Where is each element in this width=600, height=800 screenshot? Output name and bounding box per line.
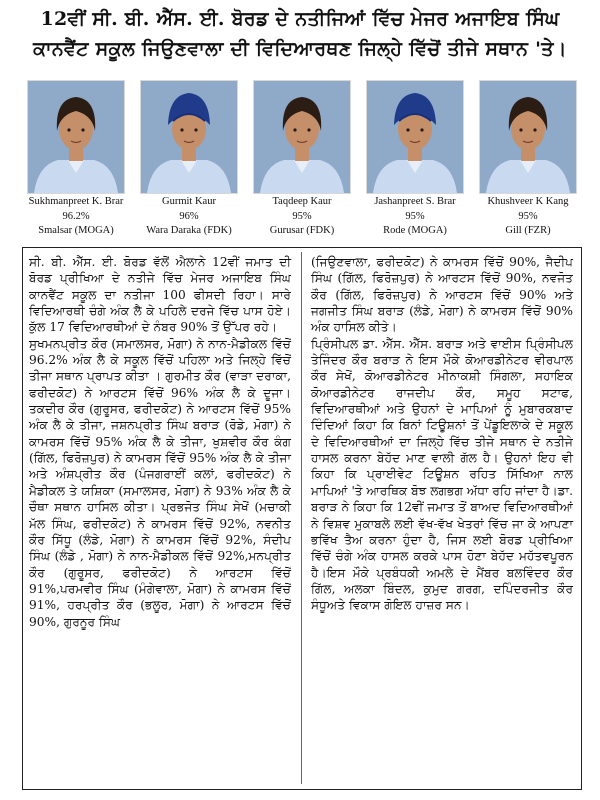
article-paragraph: ਪ੍ਰਿੰਸੀਪਲ ਡਾ. ਐੱਸ. ਐੱਸ. ਬਰਾੜ ਅਤੇ ਵਾਈਸ ਪ੍ਰਿੰਸੀਪਲ ਤੇਜਿੰਦਰ ਕੌਰ ਬਰਾੜ ਨੇ ਇਸ ਮੌਕੇ ਕੋਆਰਡੀਨੇਟਰ ਵੀਰਪਾਲ ਕੌਰ ਸੇਖੋਂ, ਕੋਆਰਡੀਨੇਟਰ ਮੀਨਾਕਸ਼ੀ ਸਿੰਗਲਾ, ਸਹਾਇਕ ਕੋਆਰਡੀਨੇਟਰ ਰਾਜਦੀਪ ਕੌਰ, ਸਮੂਹ ਸਟਾਫ, ਵਿਦਿਆਰਥੀਆਂ ਅਤੇ ਉਹਨਾਂ ਦੇ ਮਾਪਿਆਂ ਨੂੰ ਮੁਬਾਰਕਬਾਦ ਦਿੰਦਿਆਂ ਕਿਹਾ ਕਿ ਬਿਨਾਂ ਟਿਊਸ਼ਨਾਂ ਤੋਂ ਪੇਂਡੂਇਲਾਕੇ ਦੇ ਸਕੂਲ ਦੇ ਵਿਦਿਆਰਥੀਆਂ ਦਾ ਜਿਲ੍ਹੇ ਵਿੱਚ ਤੀਜੇ ਸਥਾਨ ਦੇ ਨਤੀਜੇ ਹਾਸਲ ਕਰਨਾ ਬੇਹੱਦ ਮਾਣ ਵਾਲੀ ਗੱਲ ਹੈ। ਉਹਨਾਂ ਇਹ ਵੀ ਕਿਹਾ ਕਿ ਪ੍ਰਾਈਵੇਟ ਟਿਊਸ਼ਨ ਰਹਿਤ ਸਿੱਖਿਆ ਨਾਲ ਮਾਪਿਆਂ 'ਤੇ ਆਰਥਿਕ ਬੋਝ ਲਗਭਗ ਅੱਧਾ ਰਹਿ ਜਾਂਦਾ ਹੈ।ਡਾ. ਬਰਾੜ ਨੇ ਕਿਹਾ ਕਿ 12ਵੀਂ ਜਮਾਤ ਤੋਂ ਬਾਅਦ ਵਿਦਿਆਰਥੀਆਂ ਨੇ ਵਿਸ਼ਵ ਮੁਕਾਬਲੇ ਲਈ ਵੱਖ-ਵੱਖ ਖੇਤਰਾਂ ਵਿੱਚ ਜਾ ਕੇ ਆਪਣਾ ਭਵਿੱਖ ਤੈਅ ਕਰਨਾ ਹੁੰਦਾ ਹੈ, ਜਿਸ ਲਈ ਬੋਰਡ ਪ੍ਰੀਖਿਆ ਵਿੱਚੋਂ ਚੰਗੇ ਅੰਕ ਹਾਸਲ ਕਰਕੇ ਪਾਸ ਹੋਣਾ ਬੇਹੱਦ ਮਹੱਤਵਪੂਰਨ ਹੈ।ਇਸ ਮੌਕੇ ਪ੍ਰਬੰਧਕੀ ਅਮਲੇ ਦੇ ਮੈਂਬਰ ਬਲਵਿੰਦਰ ਕੌਰ ਗਿੱਲ, ਅਲਕਾ ਬਿੰਦਲ, ਕੁਮੁਦ ਗਰਗ, ਦਪਿੰਦਰਜੀਤ ਕੌਰ ਸੰਧੂਅਤੇ ਵਿਕਾਸ ਗੋਇਲ ਹਾਜ਼ਰ ਸਨ। bbox=[311, 336, 574, 613]
student-name: Jashanpreet S. Brar bbox=[374, 196, 456, 207]
article-column-right bbox=[311, 254, 573, 614]
student-percent: 95% bbox=[405, 210, 425, 222]
headline: 12ਵੀਂ ਸੀ. ਬੀ. ਐੱਸ. ਈ. ਬੋਰਡ ਦੇ ਨਤੀਜਿਆਂ ਵਿੱਚ ਮੇਜਰ ਅਜਾਇਬ ਸਿੰਘ ਕਾਨਵੈਂਟ ਸਕੂਲ ਜਿਉਣਵਾਲਾ ਦੀ ਵਿਦਿਆਰਥਣ ਜਿਲ੍ਹੇ ਵਿੱਚੋਂ ਤੀਜੇ ਸਥਾਨ 'ਤੇ। bbox=[33, 8, 567, 60]
student-place: Rode (MOGA) bbox=[383, 225, 447, 236]
student-card bbox=[250, 80, 354, 242]
student-place: Wara Daraka (FDK) bbox=[146, 225, 232, 236]
student-photo bbox=[479, 80, 577, 194]
student-percent: 95% bbox=[292, 210, 312, 222]
student-percent: 96.2% bbox=[62, 210, 90, 222]
student-percent: 95% bbox=[518, 210, 538, 222]
student-photo bbox=[140, 80, 238, 194]
article-paragraph: ਸੀ. ਬੀ. ਐੱਸ. ਈ. ਬੋਰਡ ਵੱਲੋਂ ਐਲਾਨੇ 12ਵੀਂ ਜਮਾਤ ਦੀ ਬੋਰਡ ਪ੍ਰੀਖਿਆ ਦੇ ਨਤੀਜੇ ਵਿੱਚ ਮੇਜਰ ਅਜਾਇਬ ਸਿੰਘ ਕਾਨਵੈਂਟ ਸਕੂਲ ਦਾ ਨਤੀਜਾ 100 ਫੀਸਦੀ ਰਿਹਾ। ਸਾਰੇ ਵਿਦਿਆਰਥੀ ਚੰਗੇ ਅੰਕ ਲੈ ਕੇ ਪਹਿਲੇ ਦਰਜੇ ਵਿੱਚ ਪਾਸ ਹੋਏ। ਕੁੱਲ 17 ਵਿਦਿਆਰਥੀਆਂ ਦੇ ਨੰਬਰ 90% ਤੋਂ ਉੱਪਰ ਰਹੇ। bbox=[29, 255, 291, 335]
student-photo bbox=[253, 80, 351, 194]
student-card bbox=[476, 80, 580, 242]
column-divider bbox=[301, 252, 302, 784]
article-column-left bbox=[29, 254, 291, 630]
student-name: Gurmit Kaur bbox=[162, 196, 216, 207]
student-name: Sukhmanpreet K. Brar bbox=[28, 196, 124, 207]
article-paragraph: (ਜਿਉਣਵਾਲਾ, ਫਰੀਦਕੋਟ) ਨੇ ਕਾਮਰਸ ਵਿੱਚੋਂ 90%, ਜੈਦੀਪ ਸਿੰਘ (ਗਿੱਲ, ਫਿਰੋਜ਼ਪੁਰ) ਨੇ ਆਰਟਸ ਵਿੱਚੋਂ 90%, ਨਵਜੋਤ ਕੌਰ (ਗਿੱਲ, ਫਿਰੋਜ਼ਪੁਰ) ਨੇ ਆਰਟਸ ਵਿੱਚੋਂ 90% ਅਤੇ ਜਗਜੀਤ ਸਿੰਘ ਬਰਾੜ (ਲੰਡੇ, ਮੋਗਾ) ਨੇ ਕਾਮਰਸ ਵਿੱਚੋਂ 90% ਅੰਕ ਹਾਸਿਲ ਕੀਤੇ। bbox=[311, 255, 573, 335]
student-place: Smalsar (MOGA) bbox=[38, 225, 114, 236]
article-box bbox=[22, 247, 582, 790]
student-percent: 96% bbox=[179, 210, 199, 222]
student-photo bbox=[27, 80, 125, 194]
student-place: Gurusar (FDK) bbox=[269, 225, 335, 236]
student-card bbox=[137, 80, 241, 242]
article-paragraph: ਸੁਖਮਨਪ੍ਰੀਤ ਕੌਰ (ਸਮਾਲਸਰ, ਮੋਗਾ) ਨੇ ਨਾਨ-ਮੈਡੀਕਲ ਵਿੱਚੋਂ 96.2% ਅੰਕ ਲੈ ਕੇ ਸਕੂਲ ਵਿੱਚੋਂ ਪਹਿਲਾ ਅਤੇ ਜਿਲ੍ਹੇ ਵਿੱਚੋਂ ਤੀਜਾ ਸਥਾਨ ਪ੍ਰਾਪਤ ਕੀਤਾ । ਗੁਰਮੀਤ ਕੌਰ (ਵਾੜਾ ਦਰਾਕਾ, ਫਰੀਦਕੋਟ) ਨੇ ਆਰਟਸ ਵਿੱਚੋਂ 96% ਅੰਕ ਲੈ ਕੇ ਦੂਜਾ। ਤਕਦੀਰ ਕੌਰ (ਗੁਰੂਸਰ, ਫਰੀਦਕੋਟ) ਨੇ ਆਰਟਸ ਵਿੱਚੋਂ 95% ਅੰਕ ਲੈ ਕੇ ਤੀਜਾ, ਜਸ਼ਨਪ੍ਰੀਤ ਸਿੰਘ ਬਰਾੜ (ਰੋਡੇ, ਮੋਗਾ) ਨੇ ਕਾਮਰਸ ਵਿੱਚੋਂ 95% ਅੰਕ ਲੈ ਕੇ ਤੀਜਾ, ਖੁਸ਼ਵੀਰ ਕੌਰ ਕੰਗ (ਗਿੱਲ, ਫਿਰੋਜ਼ਪੁਰ) ਨੇ ਕਾਮਰਸ ਵਿੱਚੋਂ 95% ਅੰਕ ਲੈ ਕੇ ਤੀਜਾ ਅਤੇ ਅੰਸ਼ਪ੍ਰੀਤ ਕੌਰ (ਪੰਜਗਰਾਈਂ ਕਲਾਂ, ਫਰੀਦਕੋਟ) ਨੇ ਮੈਡੀਕਲ ਤੇ ਯਸ਼ਿਕਾ (ਸਮਾਲਸਰ, ਮੋਗਾ) ਨੇ 93% ਅੰਕ ਲੈ ਕੇ ਚੌਥਾ ਸਥਾਨ ਹਾਸਿਲ ਕੀਤਾ। ਪ੍ਰਭਜੋਤ ਸਿੰਘ ਸੇਖੋਂ (ਮਚਾਕੀ ਮੱਲ ਸਿੰਘ, ਫਰੀਦਕੋਟ) ਨੇ ਕਾਮਰਸ ਵਿੱਚੋਂ 92%, ਨਵਨੀਤ ਕੌਰ ਸਿੱਧੂ (ਲੰਡੇ, ਮੋਗਾ) ਨੇ ਕਾਮਰਸ ਵਿੱਚੋਂ 92%, ਸੰਦੀਪ ਸਿੰਘ (ਲੰਡੇ , ਮੋਗਾ) ਨੇ ਨਾਨ-ਮੈਡੀਕਲ ਵਿੱਚੋਂ 92%,ਮਨਪ੍ਰੀਤ ਕੌਰ (ਗੁਰੂਸਰ, ਫਰੀਦਕੋਟ) ਨੇ ਆਰਟਸ ਵਿੱਚੋਂ 91%,ਪਰਮਵੀਰ ਸਿੰਘ (ਮੰਗੇਵਾਲਾ, ਮੋਗਾ) ਨੇ ਕਾਮਰਸ ਵਿੱਚੋਂ 91%, ਹਰਪ੍ਰੀਤ ਕੌਰ (ਭਲੂਰ, ਮੋਗਾ) ਨੇ ਆਰਟਸ ਵਿੱਚੋਂ 90%, ਗੁਰਨੂਰ ਸਿੰਘ bbox=[29, 336, 291, 629]
student-name: Khushveer K Kang bbox=[487, 196, 569, 207]
student-place: Gill (FZR) bbox=[505, 225, 551, 236]
student-card bbox=[24, 80, 128, 242]
student-photo bbox=[366, 80, 464, 194]
student-photo-row bbox=[24, 80, 580, 242]
student-name: Taqdeep Kaur bbox=[272, 196, 332, 207]
student-card bbox=[363, 80, 467, 242]
